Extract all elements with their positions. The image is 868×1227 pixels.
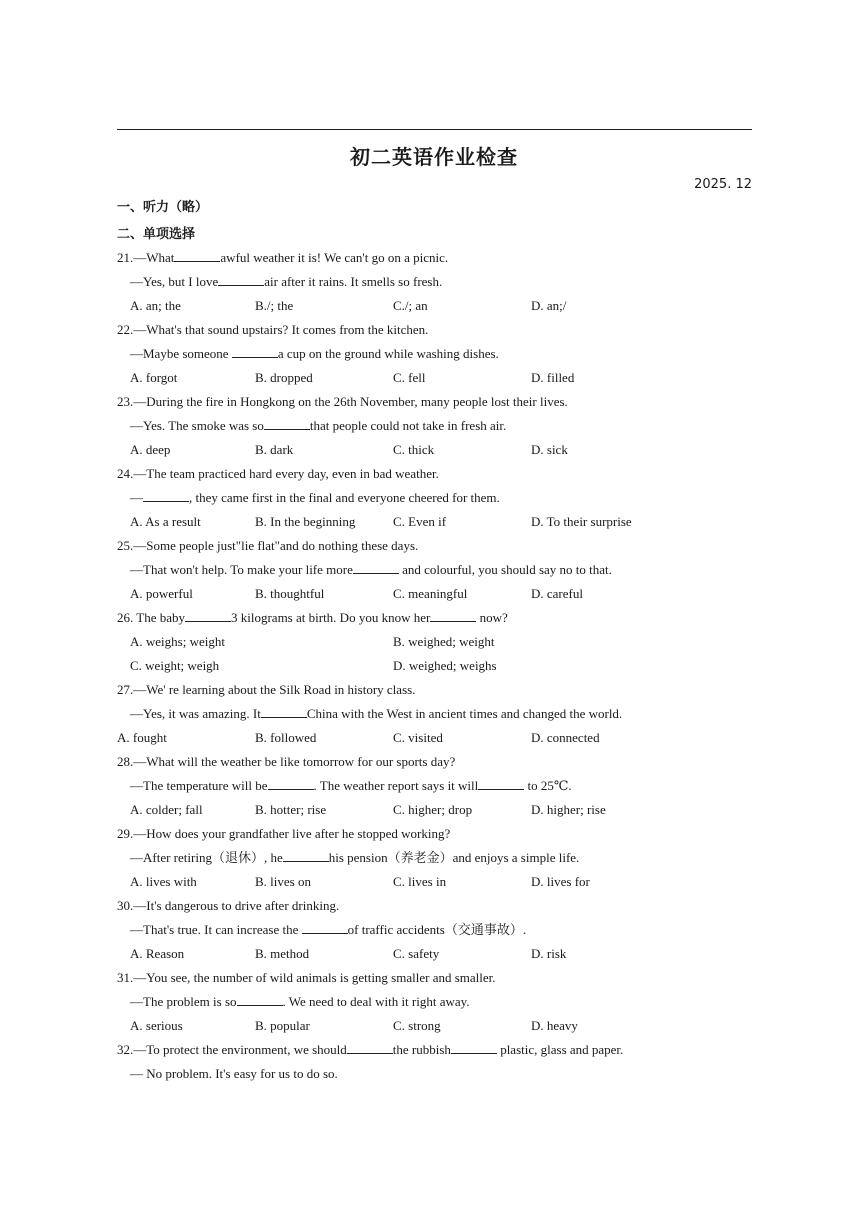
question-text: his pension（养老金）and enjoys a simple life.	[328, 850, 580, 865]
question-text: 21.—What	[117, 250, 175, 265]
question-text: China with the West in ancient times and changed the world.	[306, 706, 623, 721]
question-text: 29.—How does your grandfather live after he stopped working?	[117, 826, 451, 841]
question-item	[117, 750, 757, 822]
question-stem	[117, 822, 757, 846]
answer-option: B./; the	[255, 298, 294, 313]
answer-blank	[185, 608, 231, 622]
option-row	[117, 1014, 757, 1038]
answer-option: C. higher; drop	[393, 802, 473, 817]
question-text: —Maybe someone	[130, 346, 232, 361]
answer-option: B. weighed; weight	[393, 634, 495, 649]
question-text: and colourful, you should say no to that.	[398, 562, 612, 577]
question-item	[117, 678, 757, 750]
answer-option: D. heavy	[531, 1018, 578, 1033]
answer-blank	[174, 248, 220, 262]
option-row	[117, 510, 757, 534]
question-text: that people could not take in fresh air.	[309, 418, 507, 433]
answer-blank	[261, 704, 307, 718]
option-row	[117, 726, 757, 750]
answer-blank	[143, 488, 189, 502]
answer-option: D. To their surprise	[531, 514, 632, 529]
question-text: —Yes, it was amazing. It	[130, 706, 261, 721]
answer-option: C. strong	[393, 1018, 441, 1033]
option-row	[117, 438, 757, 462]
question-response	[117, 270, 757, 294]
answer-option: A. As a result	[130, 514, 201, 529]
answer-option: C. visited	[393, 730, 443, 745]
question-text: 28.—What will the weather be like tomorrow for our sports day?	[117, 754, 456, 769]
question-text: of traffic accidents（交通事故）.	[347, 922, 527, 937]
answer-option: B. followed	[255, 730, 317, 745]
option-row	[117, 366, 757, 390]
answer-option: C. Even if	[393, 514, 447, 529]
question-stem	[117, 678, 757, 702]
question-item	[117, 966, 757, 1038]
question-item	[117, 534, 757, 606]
section-heading-single-choice: 二、单项选择	[117, 227, 196, 242]
answer-option: C. fell	[393, 370, 426, 385]
answer-option: C./; an	[393, 298, 428, 313]
answer-option: A. colder; fall	[130, 802, 203, 817]
answer-option: B. dropped	[255, 370, 313, 385]
answer-option: A. Reason	[130, 946, 185, 961]
question-response	[117, 558, 757, 582]
answer-blank	[347, 1040, 393, 1054]
question-item	[117, 318, 757, 390]
date-label: 2025. 12	[694, 177, 752, 192]
answer-option: B. method	[255, 946, 310, 961]
answer-option: A. fought	[117, 730, 167, 745]
question-response	[117, 342, 757, 366]
answer-blank	[264, 416, 310, 430]
answer-option: D. higher; rise	[531, 802, 606, 817]
question-text: 31.—You see, the number of wild animals is getting smaller and smaller.	[117, 970, 496, 985]
answer-option: A. serious	[130, 1018, 183, 1033]
question-text: 25.—Some people just"lie flat"and do nothing these days.	[117, 538, 419, 553]
question-stem	[117, 390, 757, 414]
answer-blank	[218, 272, 264, 286]
answer-option: C. safety	[393, 946, 440, 961]
question-text: . We need to deal with it right away.	[282, 994, 470, 1009]
answer-option: B. hotter; rise	[255, 802, 327, 817]
answer-blank	[268, 776, 314, 790]
answer-blank	[478, 776, 524, 790]
question-text: —The temperature will be	[130, 778, 268, 793]
answer-option: A. deep	[130, 442, 171, 457]
answer-option: A. an; the	[130, 298, 181, 313]
question-item	[117, 462, 757, 534]
question-item	[117, 1038, 757, 1086]
page-title: 初二英语作业检查	[350, 145, 518, 169]
answer-option: A. weighs; weight	[130, 634, 225, 649]
answer-option: D. filled	[531, 370, 575, 385]
answer-blank	[283, 848, 329, 862]
question-text: 26. The baby	[117, 610, 185, 625]
question-text: now?	[476, 610, 508, 625]
option-row	[117, 582, 757, 606]
question-response	[117, 1062, 757, 1086]
question-text: 27.—We' re learning about the Silk Road in history class.	[117, 682, 416, 697]
answer-option: A. powerful	[130, 586, 193, 601]
answer-option: D. an;/	[531, 298, 567, 313]
question-response	[117, 918, 757, 942]
question-item	[117, 390, 757, 462]
answer-option: D. weighed; weighs	[393, 658, 497, 673]
answer-option: D. sick	[531, 442, 568, 457]
question-text: , they came first in the final and everyone cheered for them.	[189, 490, 500, 505]
answer-option: A. forgot	[130, 370, 178, 385]
answer-option: B. In the beginning	[255, 514, 356, 529]
answer-option: C. lives in	[393, 874, 447, 889]
answer-option: B. thoughtful	[255, 586, 325, 601]
question-text: —	[130, 490, 143, 505]
question-text: 30.—It's dangerous to drive after drinking.	[117, 898, 340, 913]
question-stem	[117, 966, 757, 990]
answer-option: C. weight; weigh	[130, 658, 220, 673]
question-text: —The problem is so	[130, 994, 237, 1009]
question-stem	[117, 750, 757, 774]
answer-blank	[232, 344, 278, 358]
question-stem	[117, 246, 757, 270]
question-text: —That won't help. To make your life more	[130, 562, 353, 577]
header-rule	[117, 129, 752, 130]
question-text: —After retiring（退休）, he	[130, 850, 283, 865]
question-list	[117, 246, 757, 1086]
question-response	[117, 702, 757, 726]
answer-option: C. thick	[393, 442, 435, 457]
question-response	[117, 990, 757, 1014]
question-text: —Yes, but I love	[130, 274, 219, 289]
question-stem	[117, 462, 757, 486]
answer-option: B. dark	[255, 442, 294, 457]
answer-option: D. careful	[531, 586, 583, 601]
question-stem	[117, 606, 757, 630]
question-text: 32.—To protect the environment, we should	[117, 1042, 347, 1057]
answer-blank	[451, 1040, 497, 1054]
answer-option: D. connected	[531, 730, 600, 745]
question-text: awful weather it is! We can't go on a picnic.	[220, 250, 449, 265]
question-text: to 25℃.	[524, 778, 572, 793]
answer-blank	[302, 920, 348, 934]
answer-option: D. risk	[531, 946, 567, 961]
answer-option: B. popular	[255, 1018, 310, 1033]
question-text: . The weather report says it will	[313, 778, 479, 793]
question-stem	[117, 534, 757, 558]
question-response	[117, 774, 757, 798]
answer-blank	[237, 992, 283, 1006]
question-text: — No problem. It's easy for us to do so.	[130, 1066, 338, 1081]
option-row	[117, 294, 757, 318]
answer-blank	[353, 560, 399, 574]
option-row	[117, 630, 757, 654]
answer-blank	[430, 608, 476, 622]
option-row	[117, 942, 757, 966]
option-row	[117, 654, 757, 678]
question-response	[117, 846, 757, 870]
question-text: 3 kilograms at birth. Do you know her	[231, 610, 431, 625]
question-response	[117, 486, 757, 510]
question-item	[117, 606, 757, 678]
answer-option: A. lives with	[130, 874, 197, 889]
answer-option: B. lives on	[255, 874, 311, 889]
question-text: —That's true. It can increase the	[130, 922, 302, 937]
question-stem	[117, 1038, 757, 1062]
question-text: 22.—What's that sound upstairs? It comes from the kitchen.	[117, 322, 429, 337]
question-text: 24.—The team practiced hard every day, even in bad weather.	[117, 466, 439, 481]
question-text: plastic, glass and paper.	[496, 1042, 624, 1057]
option-row	[117, 798, 757, 822]
question-item	[117, 246, 757, 318]
answer-option: C. meaningful	[393, 586, 468, 601]
question-stem	[117, 894, 757, 918]
question-stem	[117, 318, 757, 342]
answer-option: D. lives for	[531, 874, 590, 889]
option-row	[117, 870, 757, 894]
question-item	[117, 822, 757, 894]
section-heading-listening: 一、听力（略）	[117, 200, 209, 215]
question-response	[117, 414, 757, 438]
question-text: air after it rains. It smells so fresh.	[264, 274, 443, 289]
question-item	[117, 894, 757, 966]
question-text: a cup on the ground while washing dishes.	[277, 346, 499, 361]
question-text: 23.—During the fire in Hongkong on the 26th November, many people lost their lives.	[117, 394, 568, 409]
question-text: —Yes. The smoke was so	[130, 418, 264, 433]
question-text: the rubbish	[392, 1042, 451, 1057]
